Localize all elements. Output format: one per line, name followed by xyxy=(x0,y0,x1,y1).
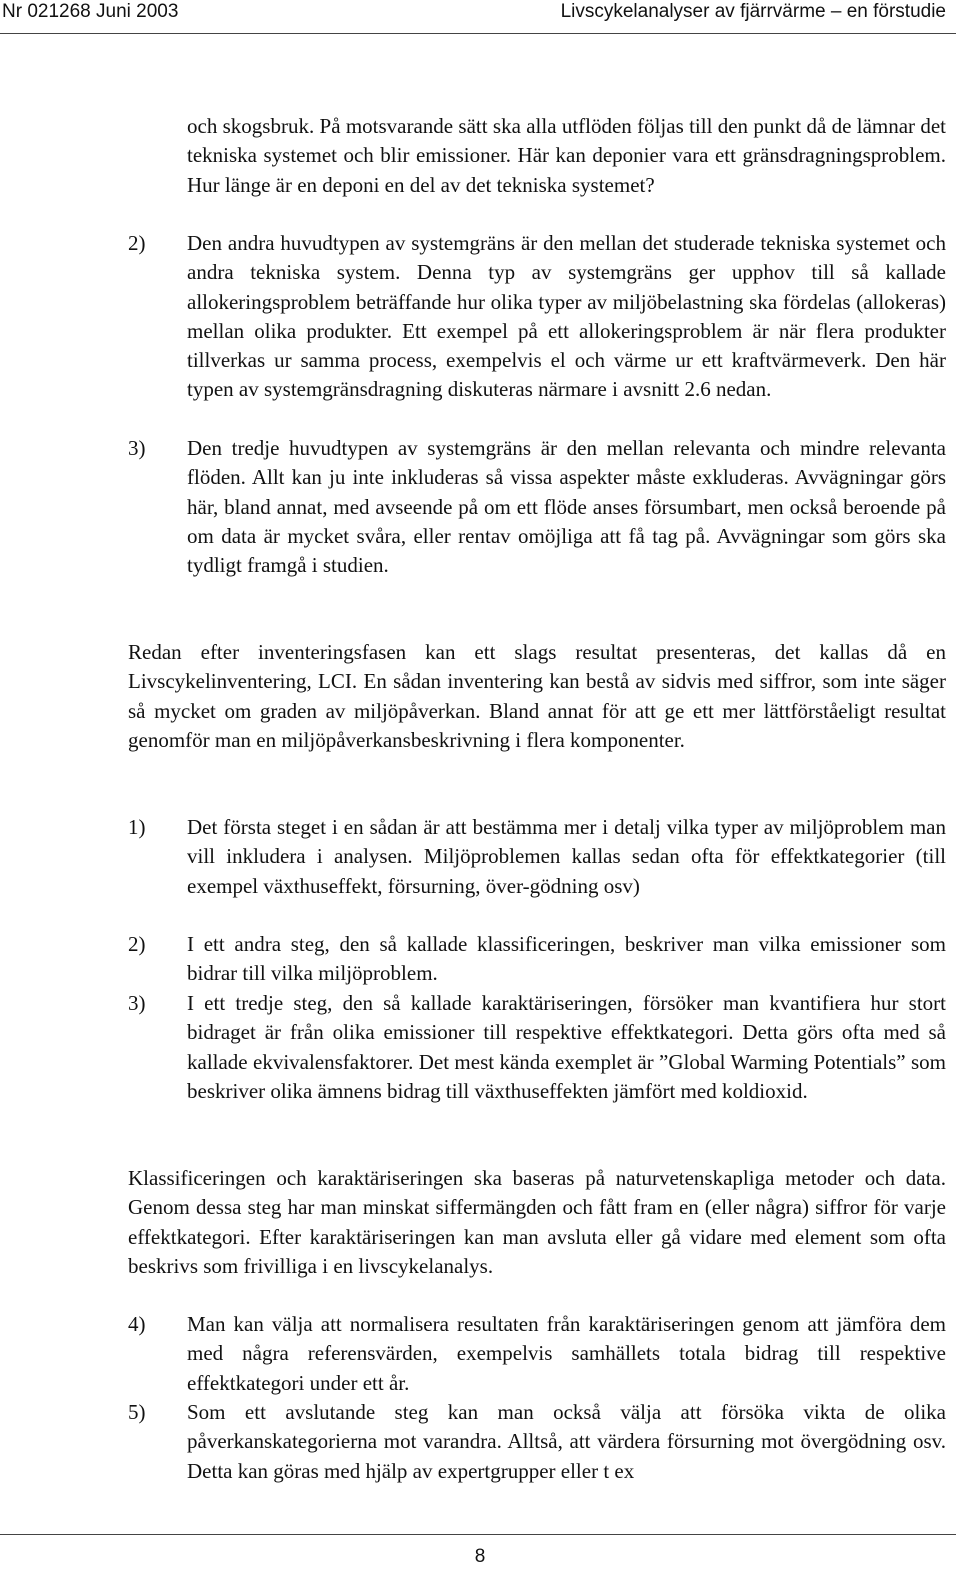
list-item-number: 1) xyxy=(128,815,146,839)
list-item-text: Som ett avslutande steg kan man också välja att försöka vikta de olika påverkanskategorierna mot varandra. Alltså, att värdera försurning mot övergödning osv. Detta kan göras med hjälp av expertgrupper eller t ex xyxy=(187,1400,946,1483)
list-item-text: I ett andra steg, den så kallade klassificeringen, beskriver man vilka emissioner som bidrar till vilka miljöproblem. xyxy=(187,932,946,986)
header-divider xyxy=(0,33,956,34)
list-item-text: Det första steget i en sådan är att bestämma mer i detalj vilka typer av miljöproblem man vill inkludera i analysen. Miljöproblemen kallas sedan ofta för effektkategorier (till exempel växthuseffekt, försurning, över-gödning osv) xyxy=(187,815,946,898)
continued-list-text: och skogsbruk. På motsvarande sätt ska alla utflöden följas till den punkt då de lämnar det tekniska systemet och blir emissioner. Här kan deponier vara ett gränsdragningsproblem. Hur länge är en deponi en del av det tekniska systemet? xyxy=(187,114,946,197)
list-item-number: 3) xyxy=(128,436,146,460)
body-paragraph: Redan efter inventeringsfasen kan ett slags resultat presenteras, det kallas då en Livscykelinventering, LCI. En sådan inventering kan bestå av sidvis med siffror, som inte säger så mycket om graden av miljöpåverkan. Bland annat för att ge ett mer lättförståeligt resultat genomför man en miljöpåverkansbeskrivning i flera komponenter. xyxy=(128,640,946,752)
list-item-number: 2) xyxy=(128,231,146,255)
document-title: Livscykelanalyser av fjärrvärme – en förstudie xyxy=(560,1,946,22)
list-item-text: Man kan välja att normalisera resultaten från karaktäriseringen genom att jämföra dem med några referensvärden, exempelvis samhällets totala bidrag till respektive effektkategori under ett år. xyxy=(187,1312,946,1395)
list-item-number: 2) xyxy=(128,932,146,956)
report-number: Nr 021268 Juni 2003 xyxy=(2,1,179,22)
list-item-number: 3) xyxy=(128,991,146,1015)
list-item-number: 4) xyxy=(128,1312,146,1336)
page-header xyxy=(0,0,960,36)
body-paragraph: Klassificeringen och karaktäriseringen ska baseras på naturvetenskapliga metoder och data. Genom dessa steg har man minskat siffermängden och fått fram en (eller några) siffror för varje effektkategori. Efter karaktäriseringen kan man avsluta eller gå vidare med element som ofta beskrivs som frivilliga i en livscykelanalys. xyxy=(128,1166,946,1278)
list-item-text: Den tredje huvudtypen av systemgräns är den mellan relevanta och mindre relevanta flöden. Allt kan ju inte inkluderas så vissa aspekter måste exkluderas. Avvägningar görs här, bland annat, med avseende på om ett flöde anses försumbart, men också beroende på om data är mycket svåra, eller rentav omöjliga att få tag på. Avvägningar som görs ska tydligt framgå i studien. xyxy=(187,436,946,578)
list-item-number: 5) xyxy=(128,1400,146,1424)
list-item-text: Den andra huvudtypen av systemgräns är den mellan det studerade tekniska systemet och andra tekniska system. Denna typ av systemgräns ger upphov till så kallade allokeringsproblem beträffande hur olika typer av miljöbelastning ska fördelas (allokeras) mellan olika produkter. Ett exempel på ett allokeringsproblem är när flera produkter tillverkas ur samma process, exempelvis el och värme ur ett kraftvärmeverk. Den här typen av systemgränsdragning diskuteras närmare i avsnitt 2.6 nedan. xyxy=(187,231,946,402)
footer-divider xyxy=(0,1534,956,1535)
page-number: 8 xyxy=(474,1546,486,1567)
list-item-text: I ett tredje steg, den så kallade karaktäriseringen, försöker man kvantifiera hur stort bidraget är från olika emissioner till respektive effektkategori. Detta görs ofta med så kallade ekvivalensfaktorer. Det mest kända exemplet är ”Global Warming Potentials” som beskriver olika ämnens bidrag till växthuseffekten jämfört med koldioxid. xyxy=(187,991,946,1103)
